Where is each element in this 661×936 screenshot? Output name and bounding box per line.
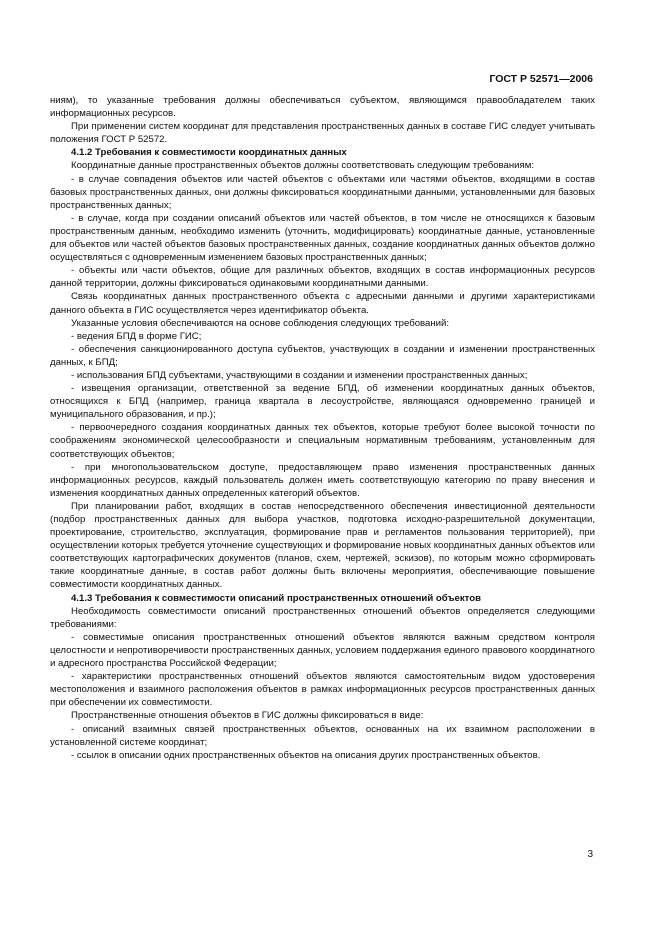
- list-item: - в случае совпадения объектов или частей объектов с объектами или частями объектов, входящими в состав базовых пространственных данных, они должны фиксироваться координатными данными, установленными для базовых пространственных данных;: [50, 173, 595, 211]
- list-item: - описаний взаимных связей пространственных объектов, основанных на их взаимном расположении в установленной системе координат;: [50, 723, 595, 748]
- section-heading-4-1-2: 4.1.2 Требования к совместимости координатных данных: [71, 147, 347, 159]
- list-item: - ведения БПД в форме ГИС;: [71, 330, 202, 342]
- paragraph: Пространственные отношения объектов в ГИС должны фиксироваться в виде:: [71, 710, 424, 722]
- document-body: [50, 94, 595, 762]
- paragraph: Указанные условия обеспечиваются на основе соблюдения следующих требований:: [71, 317, 450, 329]
- paragraph: При планировании работ, входящих в состав непосредственного обеспечения инвестиционной деятельности (подбор пространственных данных для выбора участков, подготовка исходно-разрешительной документации, проектирование, строительство, эксплуатация, формирование прав и регламентов пользования территорией), при осуществлении которых требуется уточнение существующих и формирование новых координатных данных объектов или соответствующих картографических документов (планов, схем, чертежей, эскизов), по которым можно сформировать такие координатные данные, в состав работ должны быть включены мероприятия, обеспечивающие повышение совместимости координатных данных.: [50, 500, 595, 591]
- page-number: 3: [587, 849, 593, 860]
- list-item: - первоочередного создания координатных данных тех объектов, которые требуют более высокой точности по соображениям экономической целесообразности и специальным нормативным требованиям, установленным для соответствующих объектов;: [50, 422, 595, 460]
- paragraph: Необходимость совместимости описаний пространственных отношений объектов определяется следующими требованиями:: [50, 605, 595, 630]
- list-item: - извещения организации, ответственной за ведение БПД, об изменении координатных данных объектов, относящихся к БПД (например, граница квартала в лесоустройстве, являющаяся одновременно границей и муниципального образования, и пр.);: [50, 383, 595, 421]
- section-heading-4-1-3: 4.1.3 Требования к совместимости описаний пространственных отношений объектов: [71, 592, 482, 604]
- paragraph: Координатные данные пространственных объектов должны соответствовать следующим требованиям:: [71, 160, 534, 172]
- list-item: - при многопользовательском доступе, предоставляющем право изменения пространственных данных информационных ресурсов, каждый пользователь должен иметь соответствующую категорию по праву внесения и изменения координатных данных определенных категорий объектов.: [50, 461, 595, 499]
- document-header: ГОСТ Р 52571—2006: [489, 73, 593, 85]
- list-item: - совместимые описания пространственных отношений объектов являются важным средством контроля целостности и непротиворечивости пространственных данных, условием поддержания единого правового координатного и адресного пространства Российской Федерации;: [50, 631, 595, 670]
- list-item: - характеристики пространственных отношений объектов являются самостоятельным видом удостоверения местоположения и взаимного расположения объектов в рамках информационных ресурсов пространственных данных при обеспечении их совместимости.: [50, 671, 595, 709]
- list-item: - объекты или части объектов, общие для различных объектов, входящих в состав информационных ресурсов данной территории, должны фиксироваться одинаковыми координатными данными.: [50, 265, 595, 290]
- list-item: - в случае, когда при создании описаний объектов или частей объектов, в том числе не относящихся к базовым пространственным данным, необходимо изменить (уточнить, модифицировать) координатные данные, установленные для объектов или частей объектов базовых пространственных данных, создание координатных данных объектов должно осуществляться с одновременным изменением базовых пространственных данных;: [50, 212, 595, 264]
- list-item: - ссылок в описании одних пространственных объектов на описания других пространственных объектов.: [71, 749, 541, 761]
- list-item: - обеспечения санкционированного доступа субъектов, участвующих в создании и изменении пространственных данных, к БПД;: [50, 343, 595, 368]
- paragraph: Связь координатных данных пространственного объекта с адресными данными и другими характеристиками данного объекта в ГИС осуществляется через идентификатор объекта.: [50, 291, 595, 316]
- paragraph: ниям), то указанные требования должны обеспечиваться субъектом, являющимся правообладателем таких информационных ресурсов.: [50, 95, 595, 120]
- list-item: - использования БПД субъектами, участвующими в создании и изменении пространственных данных;: [71, 369, 528, 381]
- paragraph: При применении систем координат для представления пространственных данных в составе ГИС следует учитывать положения ГОСТ Р 52572.: [50, 121, 595, 146]
